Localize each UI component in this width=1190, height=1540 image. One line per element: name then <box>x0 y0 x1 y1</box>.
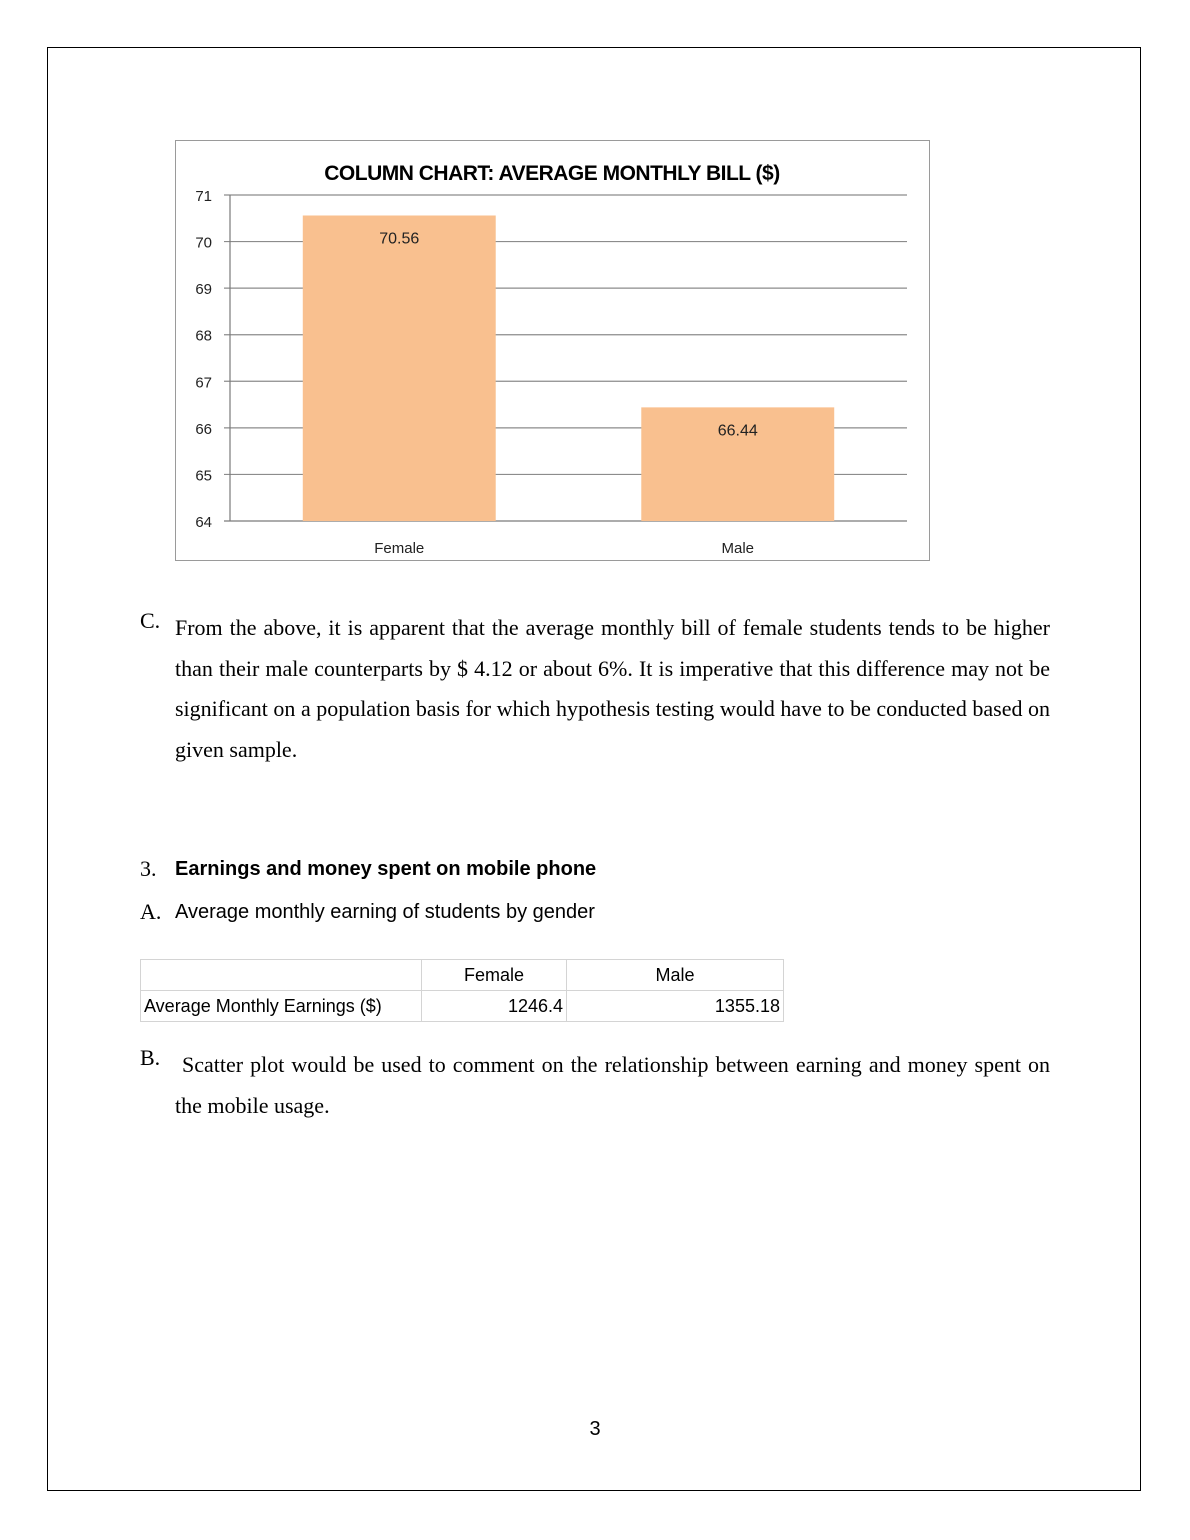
table-row-label: Average Monthly Earnings ($) <box>141 991 422 1022</box>
section-c-marker: C. <box>140 608 161 633</box>
section-3-number: 3. <box>140 856 157 881</box>
section-3-heading <box>140 855 597 884</box>
x-tick-label: Female <box>374 540 425 557</box>
table-header-row <box>141 960 784 991</box>
earnings-table <box>140 959 784 1022</box>
section-3-title: Earnings and money spent on mobile phone <box>175 858 597 880</box>
y-tick-label: 65 <box>195 467 212 485</box>
y-tick-label: 67 <box>195 374 212 392</box>
x-tick-label: Male <box>721 540 755 557</box>
sub-a-marker: A. <box>140 899 162 924</box>
bar-female <box>303 215 496 521</box>
y-tick-label: 70 <box>195 234 212 252</box>
table-header-male: Male <box>567 960 784 991</box>
data-label: 70.56 <box>379 230 420 248</box>
sub-b-text: Scatter plot would be used to comment on the relationship between earning and money spent on the mobile usage. <box>175 1052 1056 1118</box>
y-tick-label: 64 <box>195 514 212 531</box>
column-chart <box>175 140 930 561</box>
sub-a-text: Average monthly earning of students by gender <box>175 901 595 923</box>
section-c-paragraph <box>140 608 1050 770</box>
table-cell-male: 1355.18 <box>567 991 784 1022</box>
y-tick-label: 71 <box>195 188 212 205</box>
table-row <box>141 991 784 1022</box>
data-label: 66.44 <box>717 422 758 440</box>
y-tick-label: 69 <box>195 281 212 299</box>
y-tick-label: 66 <box>195 420 212 438</box>
sub-b-paragraph <box>140 1045 1056 1126</box>
chart-title: COLUMN CHART: AVERAGE MONTHLY BILL ($) <box>324 162 780 185</box>
table-header-female: Female <box>422 960 567 991</box>
y-tick-label: 68 <box>195 327 212 345</box>
table-cell-female: 1246.4 <box>422 991 567 1022</box>
table-header-empty <box>141 960 422 991</box>
sub-a-item <box>140 898 595 927</box>
sub-b-marker: B. <box>140 1045 161 1070</box>
column-chart-svg <box>176 141 929 560</box>
page-number: 3 <box>589 1418 601 1440</box>
section-c-text: From the above, it is apparent that the average monthly bill of female students tends to be higher than their male counterparts by $ 4.12 or about 6%. It is imperative that this difference may not be significant on a population basis for which hypothesis testing would have to be conducted based on given sample. <box>175 615 1050 762</box>
